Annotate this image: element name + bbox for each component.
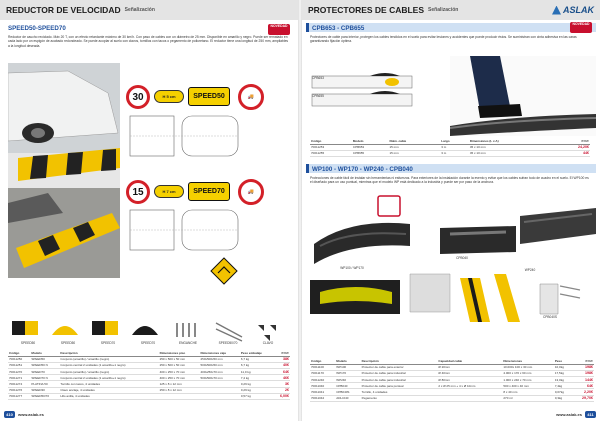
table-cell: Clavo anclaje, 4 unidades: [59, 387, 158, 393]
table-cell: Ø 80mm: [437, 376, 502, 382]
table-cell: 45 x 10 mm: [469, 150, 554, 156]
right-header: [302, 0, 600, 20]
table-cell: 17,5kg: [554, 370, 572, 376]
cpb-new-badge: NOVEDAD: [570, 22, 592, 33]
col-header: Peso: [554, 358, 572, 364]
left-header: [0, 0, 298, 20]
height-5cm-label: H 5 cm: [154, 90, 184, 103]
col-header: Código: [310, 358, 335, 364]
table-cell: 0,3kg: [554, 395, 572, 401]
table-cell: SPEED50/70: [30, 393, 59, 399]
right-header-sub: Señalización: [428, 7, 459, 13]
speed-description: Reductor de caucho reciclado. Máx 20 T, con un efecto retardante máximo de 30 km/h. Con paso de cables con un diámetro de 25 mm. Disponible en amarillo y negro. Puede ser rematado en cada lado por un espigón de acabado redondeado. Se puede acoplar al suelo con clavos, tornillos con tacos o pegamento de poliuretano. El reductor tiene una longitud de 250 mm, ampliables a la longitud deseada.: [8, 35, 289, 48]
right-footer: [556, 411, 596, 418]
table-cell: CPB655: [352, 150, 389, 156]
table-cell: CPB040S: [335, 389, 360, 395]
table-row: [310, 150, 590, 156]
table-cell: 6,7 kg: [240, 362, 274, 368]
table-cell: 500 x 400 x 40 mm: [502, 383, 554, 389]
table-cell: ADH.040: [335, 395, 360, 401]
thumb-label-6: SPEED50/70: [218, 341, 238, 345]
img-label-cpb040: CPB040: [456, 256, 468, 260]
table-cell: 0,57 kg: [240, 393, 274, 399]
table-cell: 8 x 40 mm: [502, 389, 554, 395]
table-cell: 250x500x50 mm: [200, 356, 240, 362]
table-cell: 3 m: [440, 150, 469, 156]
aslak-logo-text: ASLAK: [563, 5, 594, 15]
table-cell: CPB040: [335, 383, 360, 389]
car-photo: [8, 63, 120, 278]
col-header: Capacidad cable: [437, 358, 502, 364]
wp-spec-table: [310, 358, 594, 402]
col-header: Modelo: [352, 138, 389, 144]
table-cell: SPEED50 N: [30, 362, 59, 368]
price-cell: 64€: [572, 383, 594, 389]
col-header: Modelo: [335, 358, 360, 364]
col-header: Dimensiones: [502, 358, 554, 364]
height-7cm-label: H 7 cm: [154, 185, 184, 198]
table-cell: 0,29 kg: [240, 381, 274, 387]
table-cell: 3 m: [440, 144, 469, 150]
col-header: Código: [310, 138, 352, 144]
table-cell: 70011170: [310, 370, 335, 376]
table-cell: 70011100: [310, 364, 335, 370]
table-cell: SPEED30: [30, 387, 59, 393]
table-cell: 70011240: [310, 376, 335, 382]
table-cell: 70011271: [8, 375, 30, 381]
table-cell: Conjunto (amarillo) / amarillo (negro): [59, 356, 158, 362]
table-cell: PLATINA 50: [30, 381, 59, 387]
img-label-wp100: WP100 / WP170: [340, 266, 364, 270]
col-header: P.V.P.: [554, 138, 590, 144]
price-cell: 144€: [572, 376, 594, 382]
table-cell: 70011041: [310, 389, 335, 395]
wp-description: Protecciones de cable fácil de instalar sin herramientas ni esfuerzos. Para exteriores de la instalación durante la evento y evitar que los cables sufran todo de cuadro en el suelo. El WP100 es el diseñado para un uso puntual, mientras que el modelo WP está dedicado a la industria y puede ser por paso de la anchura.: [310, 176, 589, 185]
table-cell: 270 ml: [502, 395, 554, 401]
table-cell: 70011251: [8, 362, 30, 368]
thumb-label-5: ENGANCHE: [178, 341, 198, 345]
table-cell: 7,4 kg: [240, 375, 274, 381]
table-cell: Protector de cable para industrial: [361, 370, 438, 376]
price-cell: 44€: [554, 150, 590, 156]
table-cell: Conjunto central 2 unidades (1 amarillo+1 negro): [59, 375, 158, 381]
table-cell: 250 x 500 x 50 mm: [159, 356, 200, 362]
table-cell: 125 x 8 x 12 mm: [159, 381, 200, 387]
table-cell: 70011250: [8, 356, 30, 362]
table-cell: Hilo anilla, 4 unidades: [59, 393, 158, 399]
table-cell: WP100: [335, 364, 360, 370]
table-cell: SPEED70: [30, 368, 59, 374]
col-header: Descripción: [59, 350, 158, 356]
aslak-logo-icon: [552, 6, 561, 15]
aslak-logo: [552, 5, 594, 15]
cpb-product-title: CPB653 - CPB655: [312, 24, 365, 32]
table-cell: 70011270: [8, 368, 30, 374]
price-cell: 29,70€: [572, 395, 594, 401]
price-cell: 6,00€: [274, 393, 290, 399]
thumb-label-1: SPEED50: [20, 341, 36, 345]
price-cell: 64€: [274, 368, 290, 374]
col-header: Peso embalaje: [240, 350, 274, 356]
right-header-title: PROTECTORES DE CABLES: [308, 5, 425, 15]
speed70-plate: SPEED70: [188, 182, 230, 201]
right-page: [302, 0, 600, 421]
diag-label-cpb655: CPB655: [312, 94, 324, 98]
speed-new-badge: NOVEDAD: [268, 24, 290, 35]
speed-sign-15: 15: [126, 180, 150, 204]
price-cell: 24,20€: [554, 144, 590, 150]
table-cell: 70011253: [310, 144, 352, 150]
col-header: P.V.P.: [572, 358, 594, 364]
table-row: [310, 395, 594, 401]
img-label-cpb040s: CPB040S: [543, 315, 557, 319]
table-cell: Ø 40mm: [437, 370, 502, 376]
price-cell: 198€: [572, 370, 594, 376]
price-cell: 3€: [274, 381, 290, 387]
table-cell: 13,0kg: [554, 376, 572, 382]
table-cell: 250 x 500 x 50 mm: [159, 362, 200, 368]
price-cell: 46€: [274, 375, 290, 381]
thumb-label-3: SPEED70: [100, 341, 116, 345]
table-cell: [437, 395, 502, 401]
table-cell: Tornillo, 4 unidades: [361, 389, 438, 395]
thumb-label-7: CLAVO: [262, 341, 274, 345]
table-cell: Protector de cable para puntual: [361, 383, 438, 389]
table-cell: 15 mm: [388, 144, 440, 150]
col-header: Dimensiones caja: [200, 350, 240, 356]
table-cell: 70011040: [310, 383, 335, 389]
table-cell: Ø 20mm: [437, 364, 502, 370]
col-header: Descripción: [361, 358, 438, 364]
left-page-number: 410: [4, 411, 15, 418]
table-cell: [159, 393, 200, 399]
col-header: Modelo: [30, 350, 59, 356]
table-row: [8, 393, 290, 399]
table-cell: WP240: [335, 376, 360, 382]
thumb-label-2: SPEED50: [60, 341, 76, 345]
table-cell: Conjunto central 2 unidades (1 amarillo+1 negro): [59, 362, 158, 368]
col-header: Código: [8, 350, 30, 356]
table-cell: CPB653: [352, 144, 389, 150]
price-cell: 2€: [274, 387, 290, 393]
table-cell: 11,0 kg: [240, 368, 274, 374]
table-cell: 400 x 250 x 70 mm: [159, 375, 200, 381]
speed50-plate: SPEED50: [188, 87, 230, 106]
col-header: Diám. cable: [388, 138, 440, 144]
speed-sign-30: 30: [126, 85, 150, 109]
speed70-drawing: [126, 206, 246, 256]
cable-protector-photo: [450, 56, 596, 136]
price-cell: 198€: [572, 364, 594, 370]
table-cell: 7,4kg: [554, 383, 572, 389]
table-cell: [200, 393, 240, 399]
table-cell: WP170: [335, 370, 360, 376]
col-header: Dimensiones piso: [159, 350, 200, 356]
left-header-title: REDUCTOR DE VELOCIDAD: [6, 5, 121, 15]
table-cell: 70011042: [310, 395, 335, 401]
price-cell: 38€: [274, 356, 290, 362]
speed50-drawing: [126, 112, 246, 162]
left-website[interactable]: www.aslak.es: [18, 412, 44, 417]
speed-product-title: SPEED50-SPEED70: [8, 25, 66, 32]
col-header: Largo: [440, 138, 469, 144]
table-cell: 500x500x70 mm: [200, 375, 240, 381]
price-cell: 2,20€: [572, 389, 594, 395]
img-label-wp240: WP240: [524, 268, 536, 272]
right-website[interactable]: www.aslak.es: [556, 412, 582, 417]
warning-diamond: [210, 257, 238, 285]
table-cell: Protector de cable para industrial: [361, 376, 438, 382]
table-cell: Protector de cable para exterior: [361, 364, 438, 370]
table-cell: SPEED70 N: [30, 375, 59, 381]
table-cell: 400 x 250 x 70 mm: [159, 368, 200, 374]
table-cell: 4.000 x 170 x 60 mm: [502, 370, 554, 376]
table-cell: SPEED50: [30, 356, 59, 362]
table-cell: 70011255: [310, 150, 352, 156]
table-cell: 0,07kg: [554, 389, 572, 395]
table-cell: 45 x 10 mm: [469, 144, 554, 150]
table-cell: 2 x Ø 25 mm + 4 x Ø 10mm: [437, 383, 502, 389]
price-cell: 40€: [274, 362, 290, 368]
wp-product-title: WP100 - WP170 - WP240 - CPB040: [312, 165, 413, 173]
cpb-description: Protectores de cable para interior, protegen los cables tendidos en el suelo para evitar lesiones y accidentes que puede producir éstos. Se suministran con cinta adhesiva en las caras garantizando fijación óptima.: [310, 35, 577, 44]
table-cell: Tornillo con tacos, 4 unidades: [59, 381, 158, 387]
table-cell: 1.000 x 240 x 70 mm: [502, 376, 554, 382]
left-page: [0, 0, 298, 421]
truck-sign-2: 🚚: [238, 179, 264, 205]
diag-label-cpb653: CPB653: [312, 76, 324, 80]
col-header: P.V.P.: [274, 350, 290, 356]
table-cell: 10,0kg: [554, 364, 572, 370]
table-cell: Conjunto (amarillo) / amarillo (negro): [59, 368, 158, 374]
thumb-label-4: SPEED70: [140, 341, 156, 345]
table-cell: 70011276: [8, 387, 30, 393]
table-cell: 10.000x 100 x 30 mm: [502, 364, 554, 370]
table-cell: 70011274: [8, 381, 30, 387]
left-header-sub: Señalización: [124, 7, 155, 13]
left-footer: [4, 411, 44, 418]
table-cell: 15 mm: [388, 150, 440, 156]
table-cell: 500x500x50 mm: [200, 362, 240, 368]
table-cell: 400x250x70 mm: [200, 368, 240, 374]
table-cell: 250 x 8 x 12 mm: [159, 387, 200, 393]
table-cell: 0,29 kg: [240, 387, 274, 393]
speed-spec-table: [8, 350, 290, 400]
right-page-number: 411: [585, 411, 596, 418]
cpb-spec-table: [310, 138, 590, 157]
truck-sign-1: 🚚: [238, 84, 264, 110]
table-cell: 70011277: [8, 393, 30, 399]
table-cell: 6,7 kg: [240, 356, 274, 362]
table-cell: Pegamento: [361, 395, 438, 401]
col-header: Dimensiones (L x A): [469, 138, 554, 144]
